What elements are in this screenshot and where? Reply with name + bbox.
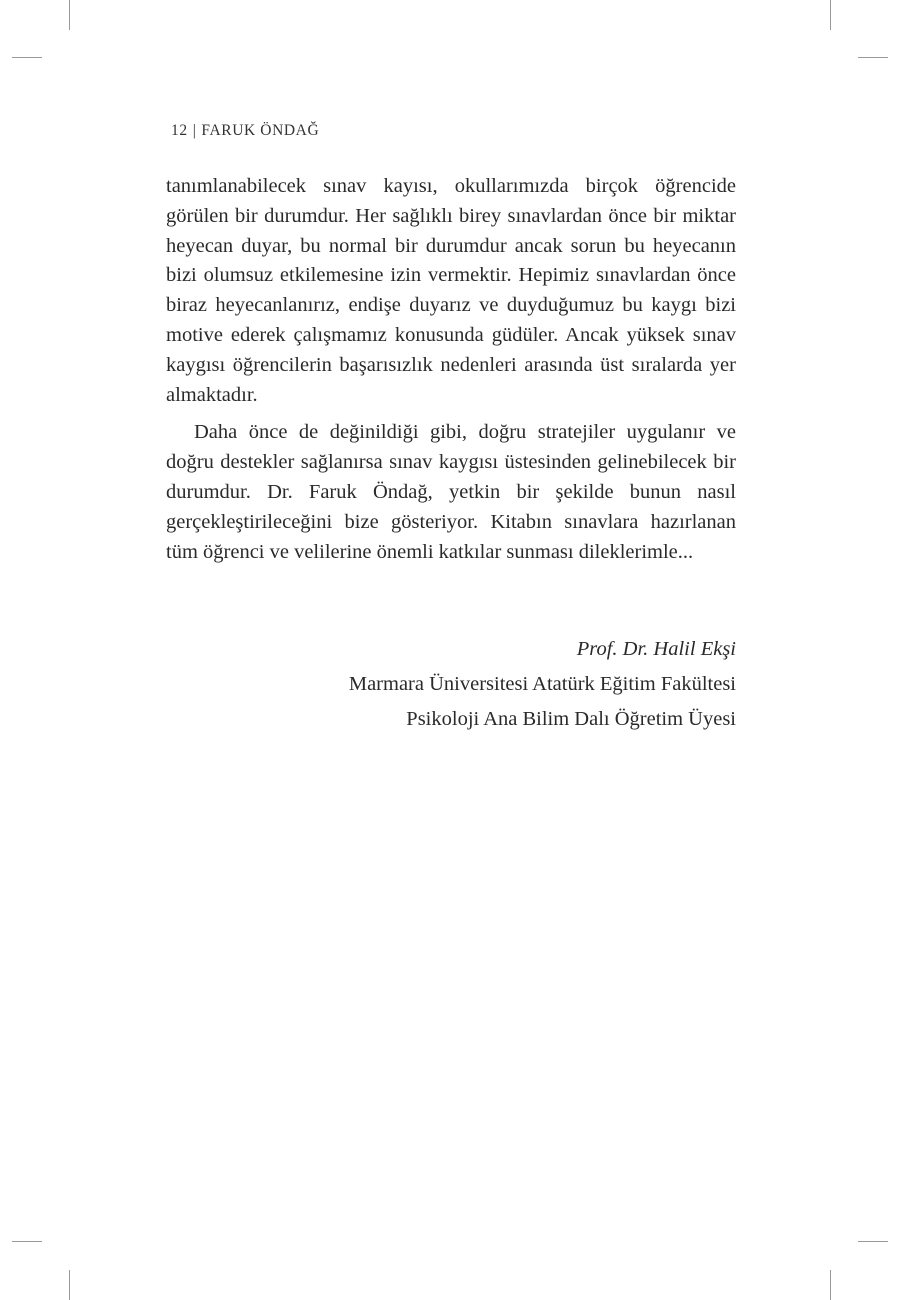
crop-mark-top-left-vertical xyxy=(69,0,70,30)
running-head-author: FARUK ÖNDAĞ xyxy=(201,122,320,139)
crop-mark-top-right-vertical xyxy=(830,0,831,30)
crop-mark-bottom-left-horizontal xyxy=(12,1241,42,1242)
signature-block xyxy=(176,632,736,737)
signature-affiliation-line-2: Psikoloji Ana Bilim Dalı Öğretim Üyesi xyxy=(406,708,736,730)
crop-mark-bottom-left-vertical xyxy=(69,1270,70,1300)
page-number: 12 xyxy=(171,122,188,139)
crop-mark-bottom-right-vertical xyxy=(830,1270,831,1300)
crop-mark-top-right-horizontal xyxy=(858,57,888,58)
signature-affiliation-line-1: Marmara Üniversitesi Atatürk Eğitim Fakültesi xyxy=(348,673,736,695)
running-head xyxy=(171,122,319,140)
signature-name: Prof. Dr. Halil Ekşi xyxy=(576,638,736,660)
header-separator: | xyxy=(192,122,197,139)
crop-mark-bottom-right-horizontal xyxy=(858,1241,888,1242)
crop-mark-top-left-horizontal xyxy=(12,57,42,58)
paragraph-2: Daha önce de değinildiği gibi, doğru stratejiler uygulanır ve doğru destekler sağlanırsa sınav kaygısı üstesinden gelinebilecek bir durumdur. Dr. Faruk Öndağ, yetkin bir şekilde bunun nasıl gerçekleştirileceğini bize gösteriyor. Kitabın sınavlara hazırlanan tüm öğrenci ve velilerine önemli katkılar sunması dileklerimle... xyxy=(166,421,736,563)
body-text xyxy=(166,172,736,567)
paragraph-1: tanımlanabilecek sınav kayısı, okullarımızda birçok öğrencide görülen bir durumdur. Her sağlıklı birey sınavlardan önce bir miktar heyecan duyar, bu normal bir durumdur ancak sorun bu heyecanın bizi olumsuz etkilemesine izin vermektir. Hepimiz sınavlardan önce biraz heyecanlanırız, endişe duyarız ve duyduğumuz bu kaygı bizi motive ederek çalışmamız konusunda güdüler. Ancak yüksek sınav kaygısı öğrencilerin başarısızlık nedenleri arasında üst sıralarda yer almaktadır. xyxy=(166,175,736,406)
